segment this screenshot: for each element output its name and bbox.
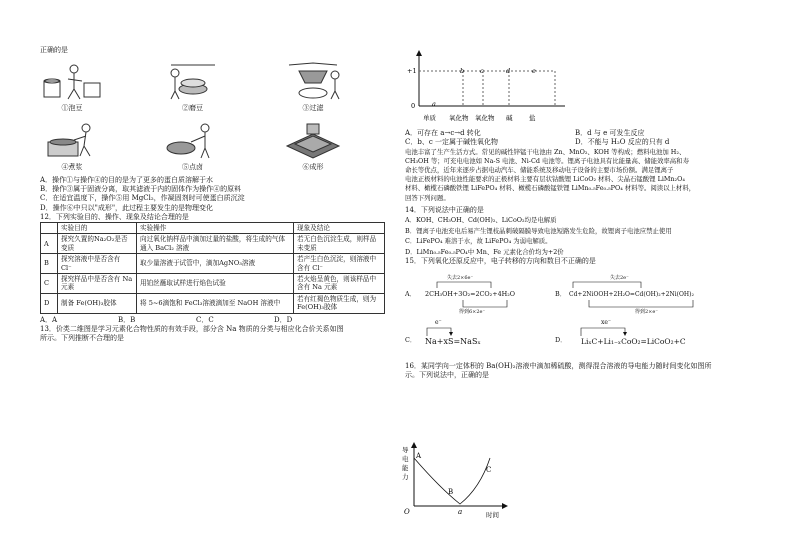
chart-ytick-0: 0 [411,102,416,110]
right-column [405,48,760,381]
graph-ylabel-3: 能 [402,464,409,472]
step-caption-6: ⑥成形 [302,162,324,171]
table-row [41,254,385,274]
chart-xlabel-element: 单质 [423,114,436,122]
graph-y-arrow [411,442,417,448]
chart-xlabel-oxide: 氧化物 [449,114,469,122]
table-header-cell: 现象及结论 [294,223,385,234]
q15-reactions [405,266,760,352]
illustration-shape [281,120,345,172]
q15-d-electron: xe⁻ [601,319,612,327]
graph-origin: O [404,508,410,516]
q13-option-c[interactable]: C．b、c 一定属于碱性氧化物 [405,138,498,147]
passage-line: 命长等优点，近年来逐步占据电动汽车、储能系统及移动电子设备的主要市场份额。满足锂离子 [405,166,674,175]
table-cell: 制备 Fe(OH)₃胶体 [58,293,137,313]
q12-choice-b[interactable]: B．B [118,315,136,324]
table-header-row [41,223,385,234]
q15-a-lose: 失去2×6e⁻ [447,275,474,282]
chart-point-d: d [506,67,511,75]
q11-option-b[interactable]: B．操作③属于固液分离，取其滤液于内的固体作为操作④的原料 [40,185,242,194]
graph-xmark-a: a [458,508,463,516]
table-cell: 若火焰呈黄色，则该样品中含有 Na 元素 [294,274,385,294]
graph-curve [414,458,490,504]
graph-ylabel-4: 力 [402,473,409,481]
table-cell: 向过氧化钠样品中滴加过量的盐酸，将生成的气体通入 BaCl₂ 溶液 [137,234,294,254]
table-cell: 若有红褐色物质生成，则为 Fe(OH)₃胶体 [294,293,385,313]
q16-stem-line2: 示。下列说法中，正确的是 [405,371,489,380]
q15-c-equation: Na+xS=NaSₓ [425,337,481,347]
q13-stem-line2: 所示。下列推断不合理的是 [40,334,124,343]
q15-label-d[interactable]: D． [555,336,567,345]
q13-option-b[interactable]: B．d 与 e 可发生反应 [575,129,645,138]
chart-xlabel-salt: 盐 [529,114,536,122]
graph-ylabel-1: 导 [402,446,409,454]
table-header-cell: 实验操作 [137,223,294,234]
table-cell: 若产生白色沉淀，则溶液中含有 Cl⁻ [294,254,385,274]
valence-class-chart [405,48,595,126]
q15-c-arrow [423,324,463,338]
table-cell: 探究久置的Na₂O₂是否变质 [58,234,137,254]
table-cell: 若无白色沉淀生成，则样品未变质 [294,234,385,254]
illustration-boil [40,120,104,172]
table-cell: 用铂丝蘸取试样进行焰色试验 [137,274,294,294]
q14-options [405,215,760,257]
q15-a-gain: 得到6×2e⁻ [459,309,486,316]
q12-choice-c[interactable]: C．C [196,315,214,324]
step-caption-2: ②磨豆 [182,104,203,113]
q13-stem-line1: 13．价类二维图是学习元素化合物性质的有效手段，部分含 Na 物质的分类与相应化合价关系如图 [40,324,344,333]
chart-xlabel-base: 碱 [506,114,513,122]
illustration-row-2 [40,120,345,172]
q15-label-a[interactable]: A． [405,290,417,299]
table-row [41,293,385,313]
q14-option-a[interactable]: A．KOH、CH₃OH、Cd(OH)₂、LiCoO₂均是电解质 [405,216,557,225]
chart-point-b: b [460,67,465,75]
chart-y-arrow [416,50,422,56]
q11-intro: 正确的是 [40,46,68,54]
illustration-coagulate [161,120,225,172]
table-cell: B [41,254,58,274]
q13-option-d[interactable]: D．不能与 H₂O 反应的只有 d [575,138,670,147]
q15-d-arrow [575,324,645,338]
passage-line: 电池丰富了生产生活方式。常见的碱性锌锰干电池由 Zn、MnO₂、KOH 等构成；燃料电池加 H₂、 [405,147,686,156]
q15-stem: 15．下列氧化还原反应中，电子转移的方向和数目不正确的是 [405,257,596,266]
q15-label-b[interactable]: B． [555,290,567,299]
table-cell: 取少量溶液于试管中，滴加AgNO₃溶液 [137,254,294,274]
q15-c-electron: e⁻ [435,319,442,327]
q14-stem: 14．下列说法中正确的是 [405,205,484,214]
q15-a-equation: 2CH₃OH+3O₂=2CO₂+4H₂O [425,290,516,299]
chart-ytick-plus1: +1 [407,67,417,75]
q12-stem: 12．下列实验目的、操作、现象及结论合理的是 [40,212,189,221]
q16-stem-line1: 16．某同学向一定体积的 Ba(OH)₂溶液中滴加稀硫酸，测得混合溶液的导电能力随时间变化如图所 [405,362,712,371]
q11-option-c[interactable]: C．在适宜温度下，操作⑤用 MgCl₂，作凝固剂时可使蛋白质沉淀 [40,194,245,203]
q12-table [40,222,385,314]
illustration-row-1 [40,61,345,113]
chart-xlabel-peroxide: 氧化物 [475,114,495,122]
conductivity-graph [400,440,520,520]
table-cell: C [41,274,58,294]
step-caption-1: ①泡豆 [61,104,83,113]
graph-point-b: B [448,488,454,496]
q11-option-a[interactable]: A．操作①与操作④的目的是为了更多的蛋白质溶解于水 [40,176,214,185]
step-caption-5: ⑤点卤 [182,162,203,171]
graph-point-a: A [416,452,422,460]
step-caption-4: ④煮浆 [61,162,83,171]
passage-line: 回答下列问题。 [405,193,450,202]
q12-choice-d[interactable]: D．D [274,315,293,324]
q14-option-c[interactable]: C．LiFePO₄ 难溶于水，故 LiFePO₄ 为弱电解质。 [405,237,552,246]
q14-option-d[interactable]: D．LiMn₀.₅Fe₀.₅PO₄中 Mn、Fe 元素化合价均为+2价 [405,247,564,256]
step-caption-3: ③过滤 [302,104,324,113]
q13-option-a[interactable]: A．可存在 a→c→d 转化 [405,129,481,138]
passage-line: CH₃OH 等；可充电电池如 Na-S 电池、Ni-Cd 电池等。锂离子电池具有比能量高、储能效率高和寿 [405,156,689,165]
table-header-cell [41,223,58,234]
q12-choice-a[interactable]: A．A [40,315,58,324]
table-cell: 将 5~6滴饱和 FeCl₃溶液滴加至 NaOH 溶液中 [137,293,294,313]
graph-point-c: C [486,466,492,474]
illustration-soak-beans [40,61,104,113]
chart-point-c: c [480,67,484,75]
passage-line: 材料、橄榄石磷酸铁锂 LiFePO₄ 材料、橄榄石磷酸锰铁锂 LiMn₀.₅Fe₀.₅PO₄ 材料等。阅读以上材料， [405,184,696,193]
q11-options [40,176,385,213]
chart-point-e: e [532,67,536,75]
illustration-filter [281,61,345,113]
q15-b-lose: 失去2e⁻ [610,275,629,282]
q14-option-b[interactable]: B．锂离子电池充电后易产生锂枝晶刺破隔膜导致电池短路发生危险，故锂离子电池应禁止使用 [405,226,672,235]
q12-choices [40,316,385,325]
q15-b-gain: 得到2×e⁻ [635,309,658,316]
table-header-cell: 实验目的 [58,223,137,234]
table-cell: 探究样品中是否含有 Na 元素 [58,274,137,294]
table-row [41,234,385,254]
table-cell: A [41,234,58,254]
table-row [41,274,385,294]
table-cell: 探究溶液中是否含有 Cl⁻ [58,254,137,274]
graph-x-arrow [502,503,508,509]
q15-d-equation: LiₓC+Li₁₋ₓCoO₂=LiCoO₂+C [581,337,686,347]
reading-passage [405,148,760,203]
graph-ylabel-2: 电 [402,455,409,463]
passage-line: 电池正极材料的电池性能要求的正极材料主要有层状钴酸锂 LiCoO₂ 材料、尖晶石锰酸锂 LiMn₂O₄ [405,175,685,184]
graph-xlabel: 时间 [486,511,499,519]
q13-options-row2 [405,138,760,147]
chart-point-a: a [432,100,436,108]
q11-option-d[interactable]: D．操作⑥中只以"成形"，此过程主要发生的是物理变化 [40,203,214,212]
q15-b-equation: Cd+2NiOOH+2H₂O=Cd(OH)₂+2Ni(OH)₂ [569,291,694,299]
q15-label-c[interactable]: C． [405,336,417,345]
table-cell: D [41,293,58,313]
left-column [40,46,385,343]
illustration-grind-beans [161,61,225,113]
